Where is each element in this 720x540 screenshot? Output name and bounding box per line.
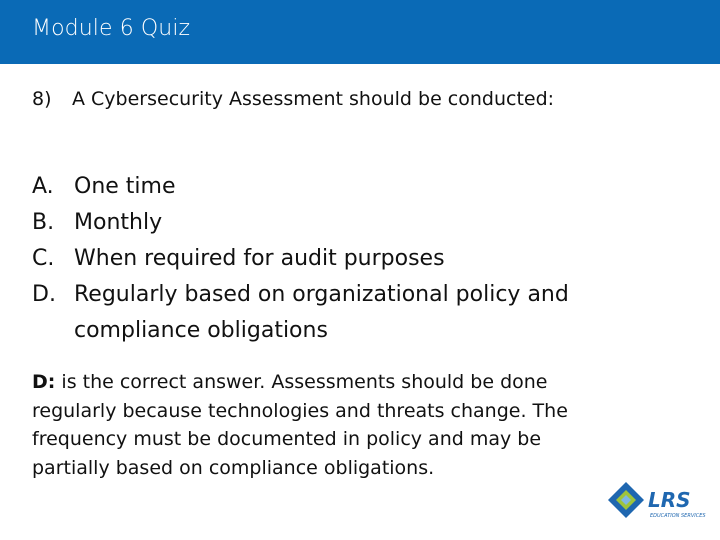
option-text: One time <box>74 174 176 199</box>
logo-wordmark: LRS <box>648 488 691 512</box>
question <box>32 88 554 110</box>
slide-title: Module 6 Quiz <box>32 16 191 41</box>
option-letter: C. <box>32 246 55 271</box>
option-text-continued: compliance obligations <box>74 318 328 343</box>
title-bar <box>0 0 720 64</box>
answer-key: D: <box>32 371 56 393</box>
option-letter: D. <box>32 282 56 307</box>
option-text: Monthly <box>74 210 163 235</box>
lrs-logo <box>604 474 712 526</box>
option-letter: A. <box>32 174 54 199</box>
question-number: 8) <box>32 88 52 110</box>
logo-tagline: EDUCATION SERVICES <box>650 513 706 519</box>
option-letter: B. <box>32 210 55 235</box>
question-text: A Cybersecurity Assessment should be conducted: <box>72 88 555 110</box>
answer-explanation <box>32 368 612 482</box>
option-text: When required for audit purposes <box>74 246 445 271</box>
option-text: Regularly based on organizational policy and <box>74 282 569 307</box>
answer-text: is the correct answer. Assessments should be done regularly because technologies and threats change. The frequency must be documented in policy and may be partially based on compliance obligations. <box>32 371 568 479</box>
